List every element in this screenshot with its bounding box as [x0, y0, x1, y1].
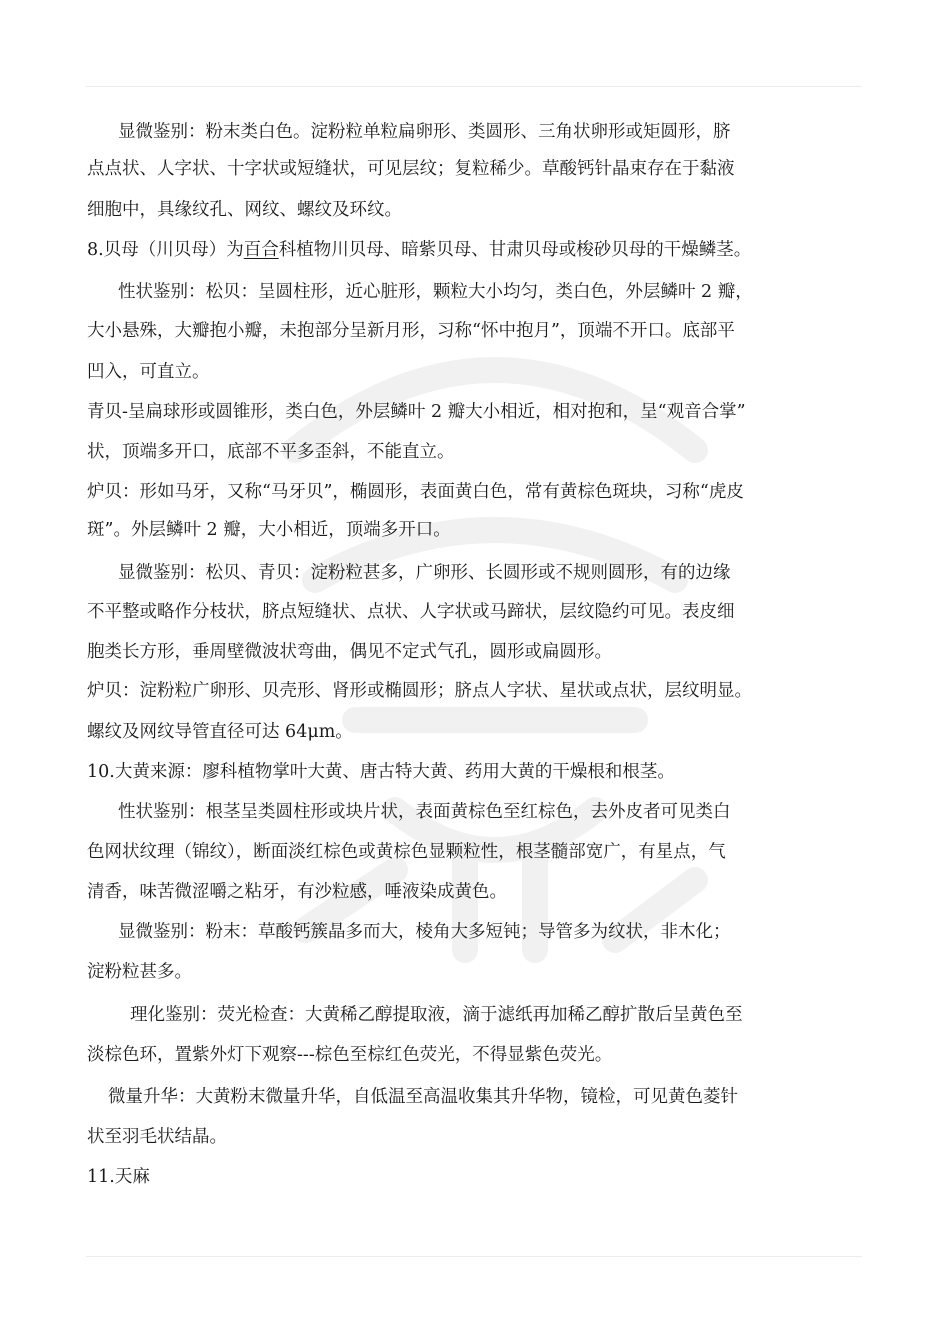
text-line: 炉贝：形如马牙，又称“马牙贝”，椭圆形，表面黄白色，常有黄棕色斑块，习称“虎皮 [87, 482, 744, 502]
text-line: 凹入，可直立。 [87, 362, 210, 382]
text-line: 11.天麻 [87, 1167, 150, 1187]
text-line: 点点状、人字状、十字状或短缝状，可见层纹；复粒稀少。草酸钙针晶束存在于黏液 [87, 159, 735, 179]
text-line-heading-beimu [87, 238, 751, 262]
header-rule [86, 86, 862, 87]
text-line: 10.大黄来源：廖科植物掌叶大黄、唐古特大黄、药用大黄的干燥根和根茎。 [87, 762, 675, 782]
text-line: 显微鉴别：粉末：草酸钙簇晶多而大，棱角大多短钝；导管多为纹状，非木化； [118, 922, 731, 942]
text-line: 不平整或略作分枝状，脐点短缝状、点状、人字状或马蹄状，层纹隐约可见。表皮细 [87, 602, 735, 622]
text-line: 螺纹及网纹导管直径可达 64μm。 [87, 722, 353, 742]
footer-rule [86, 1256, 862, 1257]
text-line: 状至羽毛状结晶。 [87, 1127, 227, 1147]
text-line: 理化鉴别：荧光检查：大黄稀乙醇提取液，滴于滤纸再加稀乙醇扩散后呈黄色至 [130, 1005, 743, 1025]
text-line: 大小悬殊，大瓣抱小瓣，未抱部分呈新月形，习称“怀中抱月”，顶端不开口。底部平 [87, 321, 735, 341]
text-line: 微量升华：大黄粉末微量升华，自低温至高温收集其升华物，镜检，可见黄色菱针 [108, 1087, 738, 1107]
text-line: 炉贝：淀粉粒广卵形、贝壳形、肾形或椭圆形；脐点人字状、星状或点状，层纹明显。 [87, 681, 752, 701]
text-segment: 科植物川贝母、暗紫贝母、甘肃贝母或梭砂贝母的干燥鳞茎。 [278, 240, 752, 260]
text-line: 淀粉粒甚多。 [87, 962, 192, 982]
text-line: 色网状纹理（锦纹），断面淡红棕色或黄棕色显颗粒性，根茎髓部宽广，有星点，气 [87, 842, 726, 862]
text-line: 斑”。外层鳞叶 2 瓣，大小相近，顶端多开口。 [87, 520, 451, 540]
text-line: 显微鉴别：松贝、青贝：淀粉粒甚多，广卵形、长圆形或不规则圆形，有的边缘 [118, 563, 731, 583]
text-line: 性状鉴别：松贝：呈圆柱形，近心脏形，颗粒大小均匀，类白色，外层鳞叶 2 瓣， [118, 282, 753, 302]
text-line: 状，顶端多开口，底部不平多歪斜，不能直立。 [87, 442, 455, 462]
underlined-term: 百合 [243, 240, 279, 260]
text-line: 清香，味苦微涩嚼之粘牙，有沙粒感，唾液染成黄色。 [87, 882, 507, 902]
text-line: 青贝-呈扁球形或圆锥形，类白色，外层鳞叶 2 瓣大小相近，相对抱和，呈“观音合掌” [87, 402, 746, 422]
text-line: 胞类长方形，垂周壁微波状弯曲，偶见不定式气孔，圆形或扁圆形。 [87, 642, 612, 662]
text-line: 淡棕色环，置紫外灯下观察---棕色至棕红色荧光，不得显紫色荧光。 [87, 1045, 613, 1065]
text-segment: 8.贝母（川贝母）为 [87, 240, 244, 260]
text-line: 显微鉴别：粉末类白色。淀粉粒单粒扁卵形、类圆形、三角状卵形或矩圆形，脐 [118, 122, 731, 142]
text-line: 性状鉴别：根茎呈类圆柱形或块片状，表面黄棕色至红棕色，去外皮者可见类白 [118, 802, 731, 822]
text-line: 细胞中，具缘纹孔、网纹、螺纹及环纹。 [87, 200, 402, 220]
